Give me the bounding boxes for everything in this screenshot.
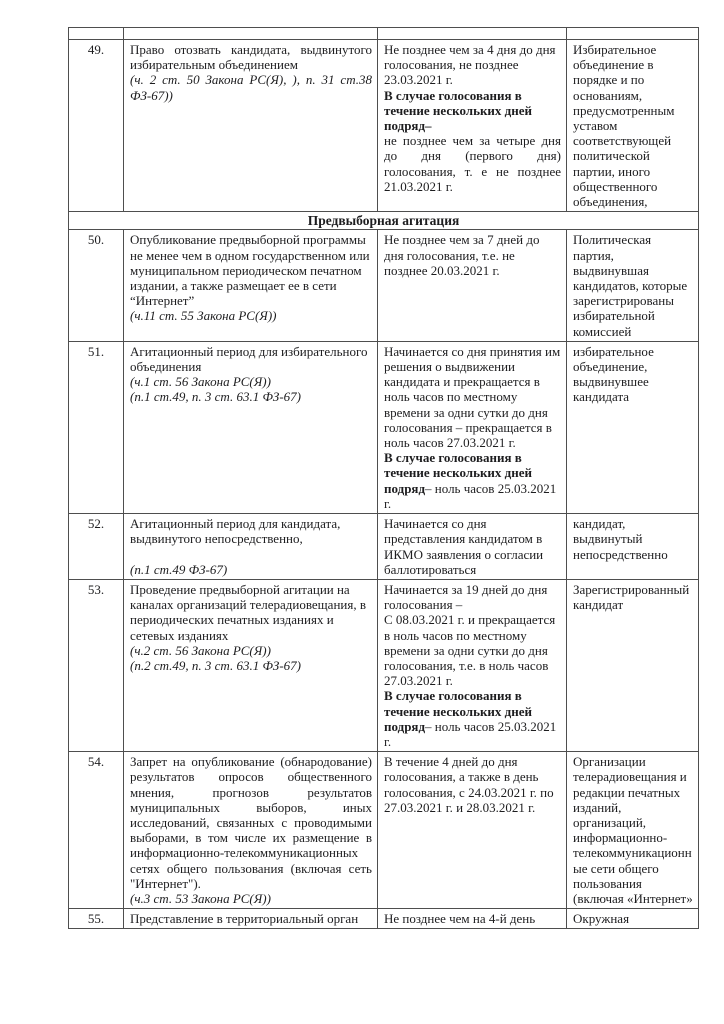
paragraph (573, 344, 693, 405)
paragraph (130, 389, 372, 404)
election-calendar-table (68, 27, 699, 929)
text-run: (ч.11 ст. 55 Закона РС(Я)) (130, 308, 277, 324)
text-run: Организации телерадиовещания и редакции печатных изданий, организаций, информационно-телекоммуникационные сети общего пользования (включая «Интернет» (573, 754, 693, 906)
text-run: кандидат, выдвинутый непосредственно (573, 516, 668, 562)
section-title: Предвыборная агитация (69, 212, 699, 230)
paragraph (130, 562, 372, 577)
paragraph (573, 516, 693, 562)
row-number-cell: 55. (69, 909, 124, 929)
responsible-cell (567, 230, 699, 341)
text-run: Начинается со дня принятия им решения о выдвижении кандидата и прекращается в ноль часов по местному времени за одни сутки до дня голосования – прекращается в ноль часов 27.03.2021 г. (384, 343, 561, 451)
paragraph (573, 911, 693, 926)
text-run: В случае голосования в течение нескольких дней подряд (384, 688, 532, 734)
text-run: Избирательное объединение в порядке и по основаниям, предусмотренным уставом соответствующей политической партии, иного общественного объединения, (573, 42, 675, 210)
action-cell (124, 579, 378, 751)
text-run: (ч.3 ст. 53 Закона РС(Я)) (130, 890, 271, 906)
paragraph (384, 344, 561, 450)
table-row (69, 909, 699, 929)
paragraph (130, 582, 372, 643)
paragraph (384, 42, 561, 88)
responsible-cell (567, 514, 699, 580)
paragraph (384, 612, 561, 688)
table-row (69, 40, 699, 212)
text-run: С 08.03.2021 г. и прекращается в ноль часов по местному времени за одни сутки до дня голосования, т.е. в ноль часов 27.03.2021 г. (384, 612, 556, 689)
text-run: Агитационный период для избирательного объединения (130, 343, 368, 375)
text-run: Политическая партия, выдвинувшая кандидатов, которые зарегистрированы избирательной комиссией (573, 232, 688, 339)
action-cell (124, 40, 378, 212)
text-run: Право отозвать кандидата, выдвинутого избирательным объединением (130, 42, 372, 73)
text-run: Не позднее чем за 7 дней до дня голосования, т.е. не позднее 20.03.2021 г. (384, 232, 540, 278)
empty-cell (378, 28, 567, 40)
text-run: (ч. 2 ст. 50 Закона РС(Я), ), п. 31 ст.38 ФЗ-67)) (130, 72, 372, 103)
paragraph (130, 547, 372, 562)
text-run: не позднее чем за четыре дня до дня (первого дня) голосования, т. е не позднее 21.03.2021 г. (384, 133, 561, 194)
paragraph (573, 582, 693, 612)
action-cell (124, 230, 378, 341)
responsible-cell (567, 579, 699, 751)
text-run: Не позднее чем на 4-й день (384, 911, 536, 927)
text-run: Зарегистрированный кандидат (573, 581, 690, 613)
paragraph (384, 88, 561, 134)
paragraph (130, 911, 372, 926)
table-row (69, 230, 699, 341)
table-body (69, 28, 699, 929)
text-run: избирательное объединение, выдвинувшее кандидата (573, 343, 654, 405)
responsible-cell (567, 40, 699, 212)
row-number-cell: 54. (69, 752, 124, 909)
text-run: Начинается со дня представления кандидатом в ИКМО заявления о согласии баллотироваться (384, 516, 544, 577)
action-cell (124, 909, 378, 929)
paragraph (130, 72, 372, 102)
deadline-cell (378, 752, 567, 909)
paragraph (384, 232, 561, 278)
paragraph (384, 582, 561, 612)
text-run: (ч.2 ст. 56 Закона РС(Я)) (130, 642, 271, 658)
deadline-cell (378, 579, 567, 751)
paragraph (130, 754, 372, 891)
text-run: – ноль часов 25.03.2021 г. (384, 718, 557, 749)
text-run: Опубликование предвыборной программы не менее чем в одном государственном или муниципальном периодическом печатном издании, а также размещает ее в сети “Интернет” (130, 232, 370, 309)
section-header-row (69, 212, 699, 230)
text-run: (п.1 ст.49 ФЗ-67) (130, 561, 228, 577)
text-run: В случае голосования в течение нескольких дней подряд (384, 450, 532, 496)
paragraph (130, 643, 372, 658)
text-run: – ноль часов 25.03.2021 г. (384, 480, 557, 511)
deadline-cell (378, 230, 567, 341)
row-number-cell: 49. (69, 40, 124, 212)
paragraph (130, 374, 372, 389)
empty-cell (567, 28, 699, 40)
text-run: Окружная (573, 911, 630, 927)
spacer-row (69, 28, 699, 40)
paragraph (384, 754, 561, 815)
text-run: В случае голосования в течение нескольких дней подряд– (384, 87, 532, 134)
paragraph (384, 450, 561, 511)
row-number-cell: 52. (69, 514, 124, 580)
paragraph (573, 232, 693, 338)
empty-cell (69, 28, 124, 40)
paragraph (130, 516, 372, 546)
deadline-cell (378, 909, 567, 929)
action-cell (124, 514, 378, 580)
paragraph (573, 42, 693, 209)
deadline-cell (378, 341, 567, 513)
text-run: (ч.1 ст. 56 Закона РС(Я)) (130, 374, 271, 390)
table-row (69, 341, 699, 513)
text-run: Представление в территориальный орган (130, 911, 359, 927)
action-cell (124, 752, 378, 909)
empty-cell (124, 28, 378, 40)
text-run: В течение 4 дней до дня голосования, а также в день голосования, с 24.03.2021 г. по 27.03.2021 г. и 28.03.2021 г. (384, 754, 554, 815)
row-number-cell: 53. (69, 579, 124, 751)
paragraph (130, 658, 372, 673)
deadline-cell (378, 514, 567, 580)
paragraph (130, 308, 372, 323)
paragraph (573, 754, 693, 906)
paragraph (130, 891, 372, 906)
row-number-cell: 50. (69, 230, 124, 341)
table-row (69, 752, 699, 909)
action-cell (124, 341, 378, 513)
responsible-cell (567, 909, 699, 929)
responsible-cell (567, 341, 699, 513)
paragraph (130, 344, 372, 374)
document-page (68, 27, 700, 929)
text-run: (п.1 ст.49, п. 3 ст. 63.1 ФЗ-67) (130, 389, 302, 405)
text-run: Агитационный период для кандидата, выдвинутого непосредственно, (130, 516, 341, 547)
paragraph (130, 42, 372, 72)
responsible-cell (567, 752, 699, 909)
text-run (130, 547, 133, 562)
text-run: Начинается за 19 дней до дня голосования – (384, 581, 548, 613)
paragraph (384, 911, 561, 926)
row-number-cell: 51. (69, 341, 124, 513)
text-run: Не позднее чем за 4 дня до дня голосования, не позднее 23.03.2021 г. (384, 42, 556, 88)
text-run: Запрет на опубликование (обнародование) результатов опросов общественного мнения, прогнозов результатов муниципальных выборов, иных исследований, связанных с проводимыми выборами, в том числе их размещение в информационно-телекоммуникационных сетях общего пользования (включая сеть "Интернет"). (130, 754, 372, 891)
text-run: (п.2 ст.49, п. 3 ст. 63.1 ФЗ-67) (130, 657, 302, 673)
table-row (69, 514, 699, 580)
paragraph (384, 516, 561, 577)
deadline-cell (378, 40, 567, 212)
text-run: Проведение предвыборной агитации на каналах организаций телерадиовещания, в периодических печатных изданиях и сетевых изданиях (130, 581, 366, 643)
paragraph (130, 232, 372, 308)
table-row (69, 579, 699, 751)
paragraph (384, 688, 561, 749)
paragraph (384, 133, 561, 194)
